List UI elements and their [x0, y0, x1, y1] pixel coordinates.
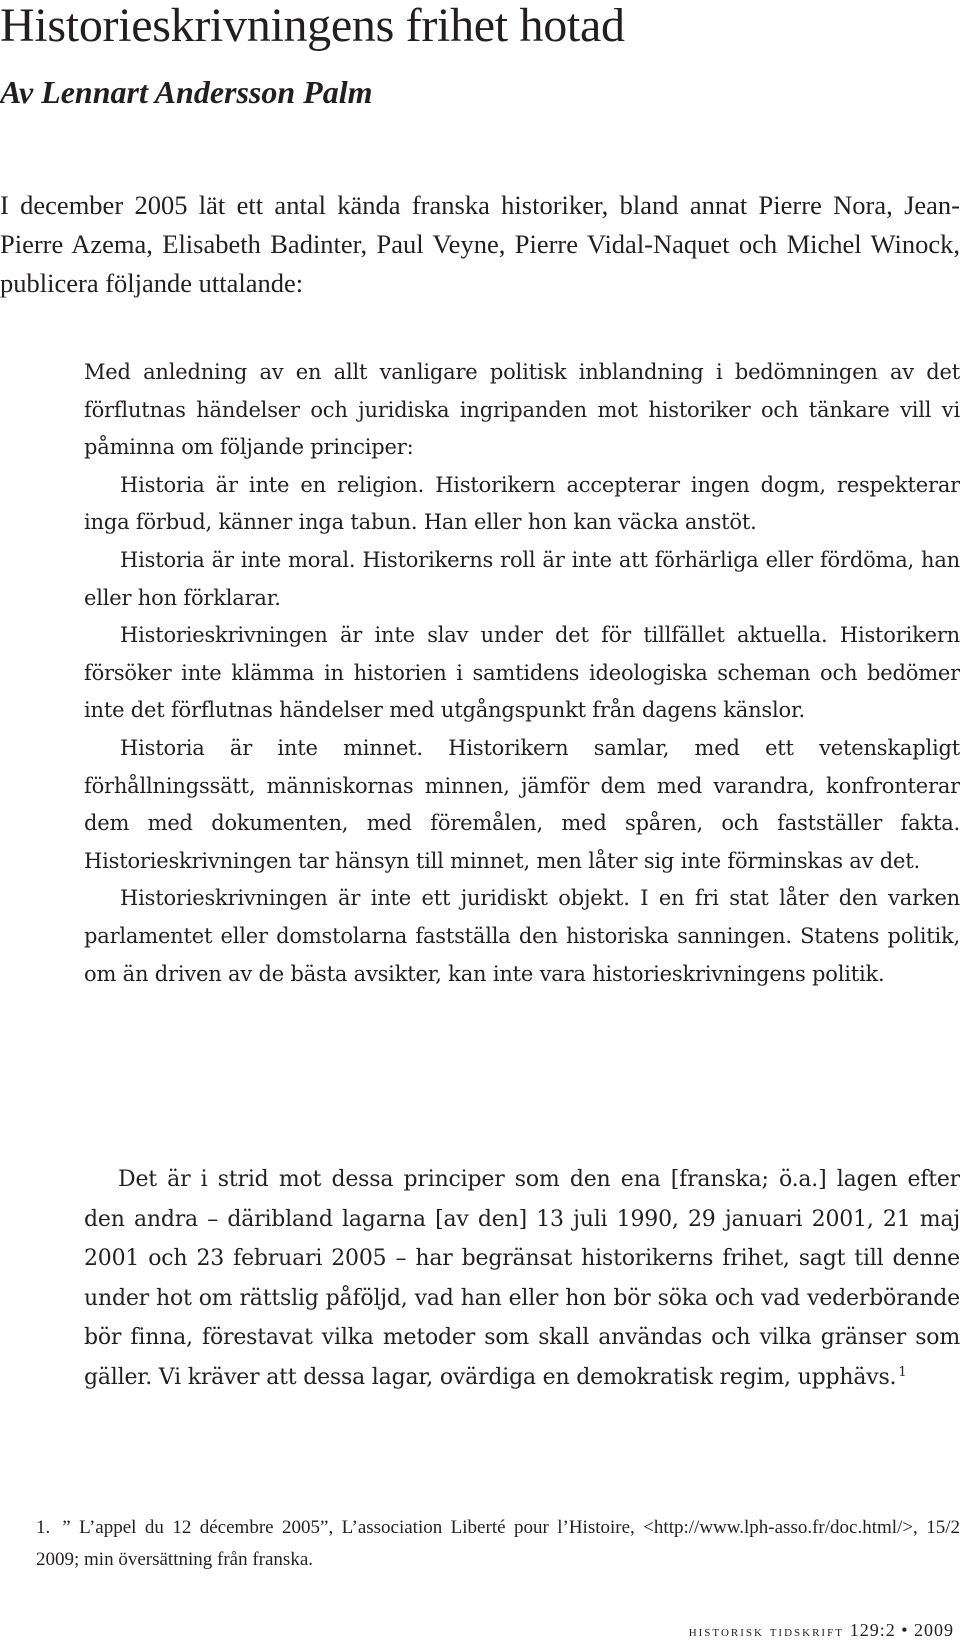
quote-closing: [84, 1160, 960, 1398]
principle-religion: Historia är inte en religion. Historikern accepterar ingen dogm, respekterar inga förbud, känner inga tabun. Han eller hon kan väcka anstöt.: [84, 472, 960, 535]
footnote: [36, 1512, 960, 1576]
principle-memory: Historia är inte minnet. Historikern samlar, med ett vetenskapligt förhållningssätt, människornas minnen, jämför dem med varandra, konfronterar dem med dokumenten, med föremålen, med spåren, och fastställer fakta. Historieskrivningen tar hänsyn till minnet, men låter sig inte förminskas av det.: [84, 735, 960, 873]
article-author: Av Lennart Andersson Palm: [0, 74, 373, 110]
intro-paragraph: I december 2005 lät ett antal kända franska historiker, bland annat Pierre Nora, Jean-Pierre Azema, Elisabeth Badinter, Paul Veyne, Pierre Vidal-Naquet och Michel Winock, publicera följande uttalande:: [0, 190, 960, 298]
quote-closing-text: Det är i strid mot dessa principer som den ena [franska; ö.a.] lagen efter den andra – däribland lagarna [av den] 13 juli 1990, 29 januari 2001, 21 maj 2001 och 23 februari 2005 – har begränsat historikerns frihet, sagt till denne under hot om rättslig påföljd, vad han eller hon bör söka och vad vederbörande bör finna, förestavat vilka metoder som skall användas och vilka gränser som gäller. Vi kräver att dessa lagar, ovärdiga en demokratisk regim, upphävs.: [84, 1167, 960, 1390]
running-footer: [689, 1620, 954, 1641]
footnote-text: ” L’appel du 12 décembre 2005”, L’association Liberté pour l’Histoire, <http://www.lph-asso.fr/doc.html/>, 15/2 2009; min översättning från franska.: [36, 1517, 960, 1570]
principle-current-affairs: Historieskrivningen är inte slav under det för tillfället aktuella. Historikern försöker inte klämma in historien i samtidens ideologiska scheman och bedömer inte det förflutnas händelser med utgångspunkt från dagens känslor.: [84, 623, 960, 723]
journal-name: historisk tidskrift: [688, 1624, 844, 1640]
quote-lead: Med anledning av en allt vanligare politisk inblandning i bedömningen av det förflutnas händelser och juridiska ingripanden mot historiker och tänkare vill vi påminna om följande principer:: [84, 360, 960, 460]
journal-issue: 129:2 • 2009: [849, 1620, 954, 1640]
article-title: Historieskrivningens frihet hotad: [0, 0, 625, 52]
footnote-reference[interactable]: 1: [898, 1364, 907, 1380]
principle-moral: Historia är inte moral. Historikerns roll är inte att förhärliga eller fördöma, han eller hon förklarar.: [84, 547, 960, 610]
principle-juridical: Historieskrivningen är inte ett juridiskt objekt. I en fri stat låter den varken parlamentet eller domstolarna fastställa den historiska sanningen. Statens politik, om än driven av de bästa avsikter, kan inte vara historieskrivningens politik.: [84, 886, 960, 986]
footnote-number: 1.: [36, 1517, 51, 1538]
block-quote: [84, 354, 960, 993]
